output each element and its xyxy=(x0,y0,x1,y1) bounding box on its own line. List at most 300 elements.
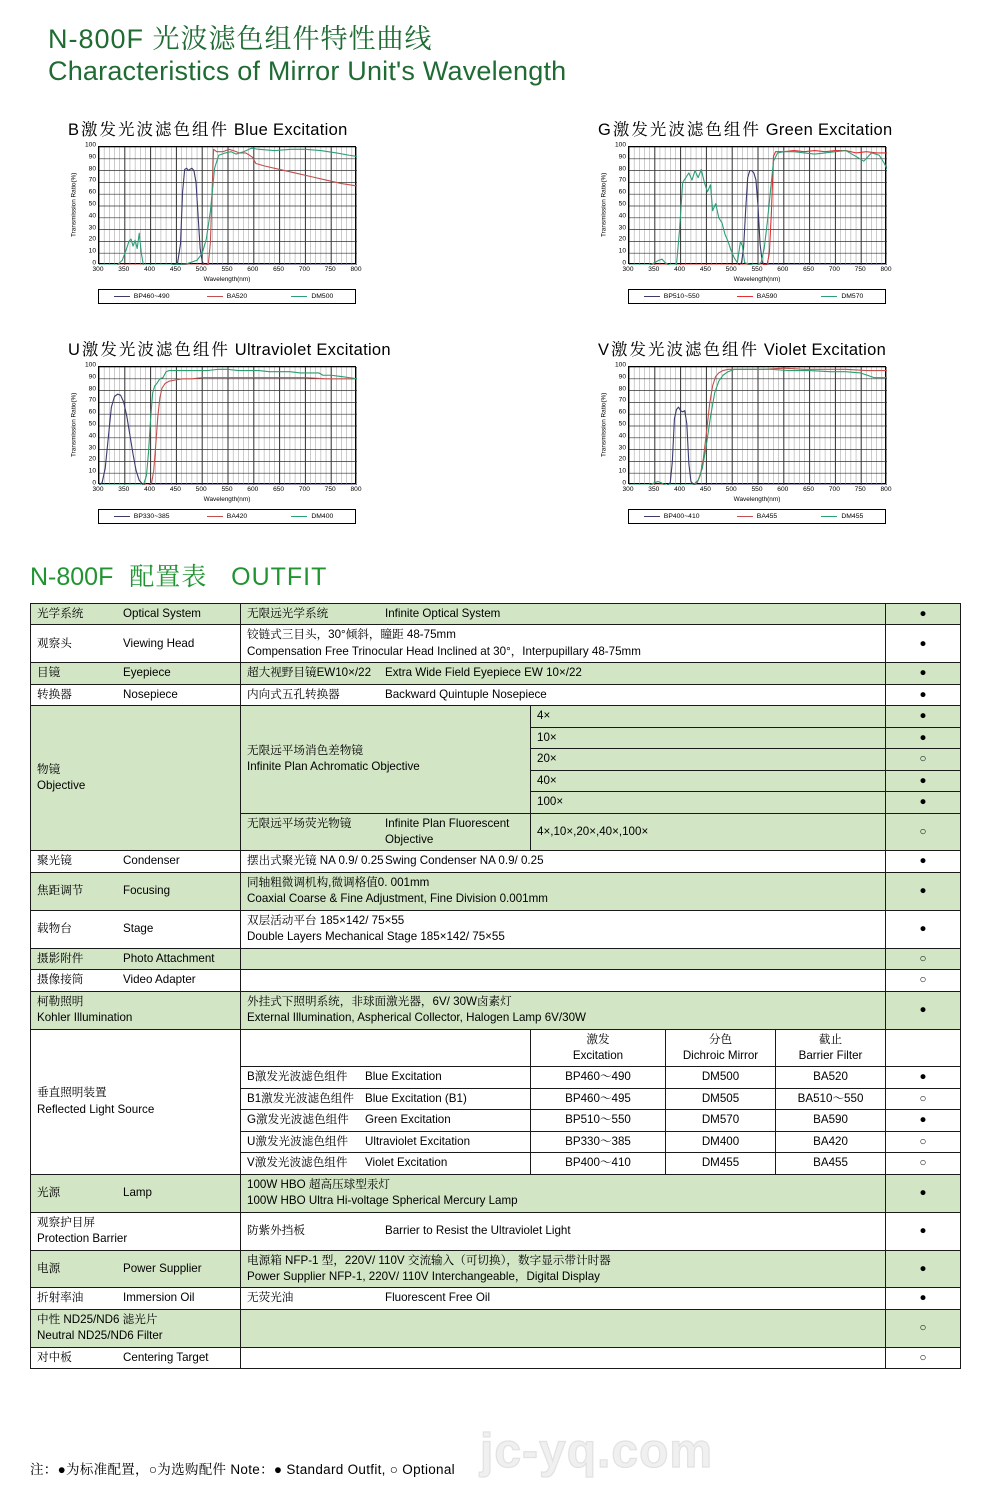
row-value-cell xyxy=(241,625,886,663)
reflected-barrier-cell: BA455 xyxy=(776,1153,886,1174)
reflected-name-cell xyxy=(241,1088,531,1109)
reflected-excitation-cell: BP510～550 xyxy=(531,1110,666,1131)
row-value-en: Compensation Free Trinocular Head Inclined at 30°，Interpupillary 48-75mm xyxy=(247,644,641,658)
mark-cell: ○ xyxy=(886,1131,961,1152)
x-tick: 800 xyxy=(880,486,892,493)
y-tick-column xyxy=(80,361,96,487)
mark-cell: ● xyxy=(886,604,961,625)
legend-label: BP510~550 xyxy=(663,293,700,300)
row-value-cell xyxy=(241,948,886,969)
legend-label: BA420 xyxy=(226,513,248,520)
y-tick: 40 xyxy=(88,212,96,220)
mark-cell: ● xyxy=(886,1212,961,1250)
row-value-cell xyxy=(241,663,886,684)
objective-magnification-cell: 4× xyxy=(531,706,886,727)
reflected-column-header xyxy=(531,1029,666,1067)
table-row xyxy=(31,1174,961,1212)
x-tick: 500 xyxy=(195,486,207,493)
reflected-column-header-cn: 截止 xyxy=(818,1032,843,1046)
reflected-barrier-cell: BA590 xyxy=(776,1110,886,1131)
x-tick: 750 xyxy=(324,266,336,273)
mark-cell: ● xyxy=(886,851,961,872)
row-value-en: 100W HBO Ultra Hi-voltage Spherical Mercury Lamp xyxy=(247,1194,518,1208)
legend-swatch-icon xyxy=(114,296,130,297)
row-label-en: Nosepiece xyxy=(123,687,178,701)
legend-swatch-icon xyxy=(821,296,837,297)
y-tick: 30 xyxy=(88,224,96,232)
reflected-name-en: Ultraviolet Excitation xyxy=(365,1134,471,1148)
row-label-en: Centering Target xyxy=(123,1350,209,1364)
legend-swatch-icon xyxy=(737,516,753,517)
table-row xyxy=(31,851,961,872)
chart-title-en: Violet Excitation xyxy=(759,341,887,359)
chart-legend-ultraviolet xyxy=(98,509,356,524)
row-value-cn: 无限远光学系统 xyxy=(247,607,329,620)
row-value-en: Extra Wide Field Eyepiece EW 10×/22 xyxy=(385,666,582,680)
reflected-header-mark-blank xyxy=(886,1029,961,1067)
x-tick: 700 xyxy=(828,486,840,493)
x-tick: 700 xyxy=(828,266,840,273)
mark-cell: ○ xyxy=(886,1309,961,1347)
row-value-cell xyxy=(241,1288,886,1309)
legend-label: BA520 xyxy=(226,293,248,300)
row-label-cn: 柯勒照明 xyxy=(37,994,84,1008)
x-tick: 800 xyxy=(350,266,362,273)
row-value-en: Double Layers Mechanical Stage 185×142/ 75×55 xyxy=(247,930,505,944)
x-tick: 750 xyxy=(854,486,866,493)
y-tick: 60 xyxy=(88,188,96,196)
y-tick: 100 xyxy=(84,361,96,369)
x-tick: 450 xyxy=(699,266,711,273)
mark-cell: ● xyxy=(886,1067,961,1088)
row-value-cn: 外挂式下照明系统，非球面激光器，6V/ 30W卤素灯 xyxy=(247,994,512,1008)
x-tick: 700 xyxy=(298,266,310,273)
row-value-en: Power Supplier NFP-1, 220V/ 110V Interchangeable，Digital Display xyxy=(247,1269,600,1283)
y-tick: 90 xyxy=(618,153,626,161)
row-value-cell xyxy=(241,1347,886,1368)
grid-lines xyxy=(629,367,887,485)
legend-swatch-icon xyxy=(291,296,307,297)
row-label-cn: 转换器 xyxy=(37,687,72,701)
objective-fluorescent-cell xyxy=(241,813,531,851)
mark-cell: ○ xyxy=(886,813,961,851)
x-tick: 500 xyxy=(725,486,737,493)
y-tick: 60 xyxy=(618,408,626,416)
row-label-en: Stage xyxy=(123,922,154,936)
legend-swatch-icon xyxy=(644,516,660,517)
y-tick: 50 xyxy=(88,200,96,208)
mark-cell: ● xyxy=(886,1110,961,1131)
reflected-column-header-en: Barrier Filter xyxy=(798,1048,863,1062)
plot-svg xyxy=(99,147,357,265)
x-tick: 550 xyxy=(221,486,233,493)
row-label-en: Viewing Head xyxy=(123,636,195,650)
chart-area-green xyxy=(598,141,892,306)
x-tick: 600 xyxy=(777,266,789,273)
x-tick: 500 xyxy=(725,266,737,273)
table-row xyxy=(31,1309,961,1347)
row-value-en: Fluorescent Free Oil xyxy=(385,1291,491,1305)
y-tick: 50 xyxy=(618,420,626,428)
y-tick: 90 xyxy=(618,373,626,381)
reflected-name-cell xyxy=(241,1153,531,1174)
row-value-cn: 防紫外挡板 xyxy=(247,1223,305,1237)
row-value-en: Swing Condenser NA 0.9/ 0.25 xyxy=(385,854,544,868)
x-tick: 800 xyxy=(350,486,362,493)
y-tick: 20 xyxy=(88,236,96,244)
x-tick: 700 xyxy=(298,486,310,493)
row-value-cn: 铰链式三目头，30°倾斜，瞳距 48-75mm xyxy=(247,628,456,642)
table-row xyxy=(31,1029,961,1067)
row-value-cell xyxy=(241,851,886,872)
table-row xyxy=(31,706,961,727)
mark-cell: ● xyxy=(886,770,961,791)
x-tick: 800 xyxy=(880,266,892,273)
row-label-en: Eyepiece xyxy=(123,666,171,680)
y-tick-column xyxy=(610,361,626,487)
plot-area-ultraviolet xyxy=(98,366,356,484)
y-axis-label: Transmission Ratio(%) xyxy=(70,392,78,458)
x-tick: 400 xyxy=(144,266,156,273)
y-tick: 30 xyxy=(618,444,626,452)
table-row xyxy=(31,1250,961,1288)
legend-label: DM455 xyxy=(841,513,864,520)
row-label-en: Immersion Oil xyxy=(123,1291,195,1305)
row-value-en: Infinite Optical System xyxy=(385,607,501,620)
reflected-name-cell xyxy=(241,1110,531,1131)
row-label-cn: 摄像接筒 xyxy=(37,973,84,987)
mark-cell: ○ xyxy=(886,1347,961,1368)
chart-block-ultraviolet xyxy=(68,336,391,526)
x-tick: 600 xyxy=(247,266,259,273)
row-label-en: Condenser xyxy=(123,854,180,868)
reflected-name-cn: U激发光波滤色组件 xyxy=(247,1134,349,1148)
legend-item xyxy=(714,513,799,520)
legend-swatch-icon xyxy=(207,296,223,297)
y-tick: 70 xyxy=(88,397,96,405)
x-tick: 750 xyxy=(854,266,866,273)
y-axis-label: Transmission Ratio(%) xyxy=(600,172,608,238)
chart-title-cn: U激发光波滤色组件 xyxy=(68,341,230,359)
reflected-name-en: Blue Excitation (B1) xyxy=(365,1091,467,1105)
objective-magnification-cell: 20× xyxy=(531,749,886,770)
y-tick: 20 xyxy=(88,456,96,464)
grid-lines xyxy=(99,367,357,485)
row-label-en: Video Adapter xyxy=(123,973,196,987)
reflected-label-en: Reflected Light Source xyxy=(37,1102,155,1116)
reflected-barrier-cell: BA510～550 xyxy=(776,1088,886,1109)
legend-label: BA590 xyxy=(756,293,778,300)
reflected-dichroic-cell: DM455 xyxy=(666,1153,776,1174)
reflected-dichroic-cell: DM570 xyxy=(666,1110,776,1131)
mark-cell: ○ xyxy=(886,1153,961,1174)
plot-svg xyxy=(629,367,887,485)
y-tick: 10 xyxy=(618,467,626,475)
table-row xyxy=(31,625,961,663)
legend-swatch-icon xyxy=(737,296,753,297)
legend-item xyxy=(800,293,885,300)
chart-title-cn: B激发光波滤色组件 xyxy=(68,121,230,139)
legend-label: DM500 xyxy=(311,293,334,300)
y-tick: 70 xyxy=(618,177,626,185)
row-label-cn: 对中板 xyxy=(37,1350,72,1364)
x-tick: 600 xyxy=(777,486,789,493)
row-label-en: Optical System xyxy=(123,607,201,620)
x-tick: 500 xyxy=(195,266,207,273)
x-tick: 400 xyxy=(674,486,686,493)
reflected-name-en: Violet Excitation xyxy=(365,1156,448,1170)
reflected-dichroic-cell: DM400 xyxy=(666,1131,776,1152)
row-value-cell xyxy=(241,684,886,705)
y-tick: 90 xyxy=(88,373,96,381)
reflected-excitation-cell: BP460～495 xyxy=(531,1088,666,1109)
row-label-cell xyxy=(31,684,241,705)
chart-title-cn: G激发光波滤色组件 xyxy=(598,121,761,139)
reflected-name-cn: B1激发光波滤色组件 xyxy=(247,1091,354,1105)
y-tick: 40 xyxy=(618,432,626,440)
table-row xyxy=(31,872,961,910)
legend-swatch-icon xyxy=(114,516,130,517)
legend-item xyxy=(270,513,355,520)
plot-svg xyxy=(99,367,357,485)
row-label-en: Lamp xyxy=(123,1185,153,1199)
chart-title-en: Blue Excitation xyxy=(229,121,348,139)
row-label-cell xyxy=(31,872,241,910)
row-value-cn: 双层活动平台 185×142/ 75×55 xyxy=(247,913,405,927)
mark-cell: ● xyxy=(886,727,961,748)
row-value-cell xyxy=(241,991,886,1029)
objective-achromatic-cn: 无限远平场消色差物镜 xyxy=(247,743,363,757)
table-row xyxy=(31,991,961,1029)
x-tick: 350 xyxy=(118,486,130,493)
x-tick: 450 xyxy=(699,486,711,493)
y-tick: 100 xyxy=(84,141,96,149)
legend-item xyxy=(99,513,184,520)
mark-cell: ● xyxy=(886,991,961,1029)
row-value-cn: 内向式五孔转换器 xyxy=(247,687,340,701)
mark-cell: ○ xyxy=(886,749,961,770)
row-label-cn: 载物台 xyxy=(37,922,72,936)
mark-cell: ○ xyxy=(886,970,961,991)
objective-label-cn: 物镜 xyxy=(37,762,61,776)
y-axis-label: Transmission Ratio(%) xyxy=(70,172,78,238)
x-tick: 350 xyxy=(648,266,660,273)
row-label-cell xyxy=(31,1212,241,1250)
y-axis-label: Transmission Ratio(%) xyxy=(600,392,608,458)
chart-title-ultraviolet xyxy=(68,336,391,360)
x-tick: 400 xyxy=(144,486,156,493)
row-label-cn: 聚光镜 xyxy=(37,854,72,868)
chart-title-en: Ultraviolet Excitation xyxy=(229,341,391,359)
reflected-column-header-cn: 激发 xyxy=(586,1032,610,1046)
x-axis-label: Wavelength(nm) xyxy=(203,276,251,283)
row-label-cn: 折射率油 xyxy=(37,1291,84,1305)
x-tick: 550 xyxy=(221,266,233,273)
outfit-title xyxy=(30,557,327,593)
objective-fluorescent-en: Infinite Plan Fluorescent Objective xyxy=(385,816,510,846)
legend-item xyxy=(184,293,269,300)
legend-swatch-icon xyxy=(207,516,223,517)
y-tick: 60 xyxy=(618,188,626,196)
reflected-dichroic-cell: DM505 xyxy=(666,1088,776,1109)
reflected-column-header xyxy=(666,1029,776,1067)
row-label-cell xyxy=(31,604,241,625)
x-axis-label: Wavelength(nm) xyxy=(733,276,781,283)
row-value-cn: 超大视野目镜EW10×/22 xyxy=(247,666,372,680)
chart-legend-violet xyxy=(628,509,886,524)
chart-title-cn: V激发光波滤色组件 xyxy=(598,341,760,359)
outfit-title-code: N-800F xyxy=(30,563,114,591)
mark-cell: ○ xyxy=(886,1088,961,1109)
charts-section xyxy=(0,108,990,538)
x-tick: 650 xyxy=(273,266,285,273)
chart-title-green xyxy=(598,116,893,140)
y-tick: 30 xyxy=(618,224,626,232)
reflected-name-en: Blue Excitation xyxy=(365,1070,442,1084)
plot-svg xyxy=(629,147,887,265)
row-label-cn: 目镜 xyxy=(37,666,61,680)
watermark: jc-yq.com xyxy=(480,1425,714,1478)
objective-magnification-cell: 100× xyxy=(531,792,886,813)
y-tick-column xyxy=(610,141,626,267)
row-value-en: External Illumination, Aspherical Collector, Halogen Lamp 6V/30W xyxy=(247,1011,586,1025)
page-title xyxy=(48,24,566,88)
row-value-cn: 无荧光油 xyxy=(247,1291,294,1305)
legend-label: DM400 xyxy=(311,513,334,520)
row-label-cn: 电源 xyxy=(37,1261,61,1275)
x-tick: 300 xyxy=(622,486,634,493)
page-title-cn: N-800F 光波滤色组件特性曲线 xyxy=(48,24,433,54)
mark-cell: ● xyxy=(886,625,961,663)
row-value-cell xyxy=(241,604,886,625)
x-axis-label: Wavelength(nm) xyxy=(733,496,781,503)
row-label-cn: 观察护目屏 xyxy=(37,1215,95,1229)
y-tick: 20 xyxy=(618,456,626,464)
y-tick: 100 xyxy=(614,141,626,149)
plot-area-blue xyxy=(98,146,356,264)
x-tick: 650 xyxy=(273,486,285,493)
legend-item xyxy=(629,513,714,520)
row-label-cell xyxy=(31,851,241,872)
reflected-barrier-cell: BA420 xyxy=(776,1131,886,1152)
x-tick: 650 xyxy=(803,266,815,273)
outfit-table xyxy=(30,603,961,1369)
chart-block-blue xyxy=(68,116,362,306)
chart-area-blue xyxy=(68,141,362,306)
reflected-excitation-cell: BP330～385 xyxy=(531,1131,666,1152)
reflected-label-cell xyxy=(31,1029,241,1174)
mark-cell: ● xyxy=(886,1174,961,1212)
legend-item xyxy=(270,293,355,300)
x-tick: 450 xyxy=(169,266,181,273)
reflected-name-cell xyxy=(241,1067,531,1088)
objective-label-en: Objective xyxy=(37,779,86,793)
row-value-cn: 100W HBO 超高压球型汞灯 xyxy=(247,1177,391,1191)
y-tick: 80 xyxy=(618,385,626,393)
chart-area-violet xyxy=(598,361,892,526)
row-label-en: Neutral ND25/ND6 Filter xyxy=(37,1329,163,1343)
row-label-cell xyxy=(31,1250,241,1288)
reflected-header-blank xyxy=(241,1029,531,1067)
y-tick: 30 xyxy=(88,444,96,452)
mark-cell: ● xyxy=(886,910,961,948)
mark-cell: ● xyxy=(886,684,961,705)
mark-cell: ○ xyxy=(886,948,961,969)
row-label-en: Power Supplier xyxy=(123,1261,202,1275)
row-value-en: Coaxial Coarse & Fine Adjustment, Fine Division 0.001mm xyxy=(247,892,548,906)
row-label-cn: 观察头 xyxy=(37,636,72,650)
x-tick: 400 xyxy=(674,266,686,273)
reflected-excitation-cell: BP460～490 xyxy=(531,1067,666,1088)
legend-label: BP460~490 xyxy=(133,293,170,300)
footnote: 注：●为标准配置，○为选购配件 Note：● Standard Outfit, ○ Optional xyxy=(30,1462,455,1477)
x-tick: 350 xyxy=(118,266,130,273)
y-tick: 70 xyxy=(618,397,626,405)
objective-magnification-cell: 10× xyxy=(531,727,886,748)
row-value-cell xyxy=(241,970,886,991)
row-label-cn: 光学系统 xyxy=(37,607,84,620)
y-tick: 10 xyxy=(88,247,96,255)
legend-item xyxy=(184,513,269,520)
row-value-cell xyxy=(241,872,886,910)
mark-cell: ● xyxy=(886,872,961,910)
reflected-barrier-cell: BA520 xyxy=(776,1067,886,1088)
objective-magnification-cell: 40× xyxy=(531,770,886,791)
x-tick: 350 xyxy=(648,486,660,493)
table-row xyxy=(31,604,961,625)
legend-swatch-icon xyxy=(291,516,307,517)
x-tick: 550 xyxy=(751,266,763,273)
legend-item xyxy=(800,513,885,520)
x-tick: 300 xyxy=(622,266,634,273)
row-value-cell xyxy=(241,1250,886,1288)
legend-swatch-icon xyxy=(821,516,837,517)
table-row xyxy=(31,1212,961,1250)
table-row xyxy=(31,910,961,948)
y-tick: 40 xyxy=(88,432,96,440)
outfit-title-en: OUTFIT xyxy=(231,563,328,591)
table-row xyxy=(31,1288,961,1309)
y-tick: 0 xyxy=(622,259,626,267)
row-label-en: Kohler Illumination xyxy=(37,1011,133,1025)
row-label-cell xyxy=(31,991,241,1029)
plot-area-green xyxy=(628,146,886,264)
y-tick: 80 xyxy=(88,165,96,173)
row-label-cn: 焦距调节 xyxy=(37,884,84,898)
legend-item xyxy=(714,293,799,300)
mark-cell: ● xyxy=(886,1250,961,1288)
legend-label: BP400~410 xyxy=(663,513,700,520)
y-tick: 10 xyxy=(618,247,626,255)
y-tick: 0 xyxy=(92,259,96,267)
outfit-title-cn: 配置表 xyxy=(129,563,208,591)
table-row xyxy=(31,970,961,991)
row-label-cell xyxy=(31,1347,241,1368)
x-tick: 300 xyxy=(92,266,104,273)
row-value-cn: 摆出式聚光镜 NA 0.9/ 0.25 xyxy=(247,854,384,868)
table-row xyxy=(31,1347,961,1368)
row-label-cell xyxy=(31,663,241,684)
mark-cell: ● xyxy=(886,1288,961,1309)
row-value-cell xyxy=(241,1212,886,1250)
plot-area-violet xyxy=(628,366,886,484)
x-tick: 650 xyxy=(803,486,815,493)
x-tick: 300 xyxy=(92,486,104,493)
row-label-en: Protection Barrier xyxy=(37,1232,128,1246)
chart-legend-blue xyxy=(98,289,356,304)
reflected-name-en: Green Excitation xyxy=(365,1113,451,1127)
x-axis-label: Wavelength(nm) xyxy=(203,496,251,503)
